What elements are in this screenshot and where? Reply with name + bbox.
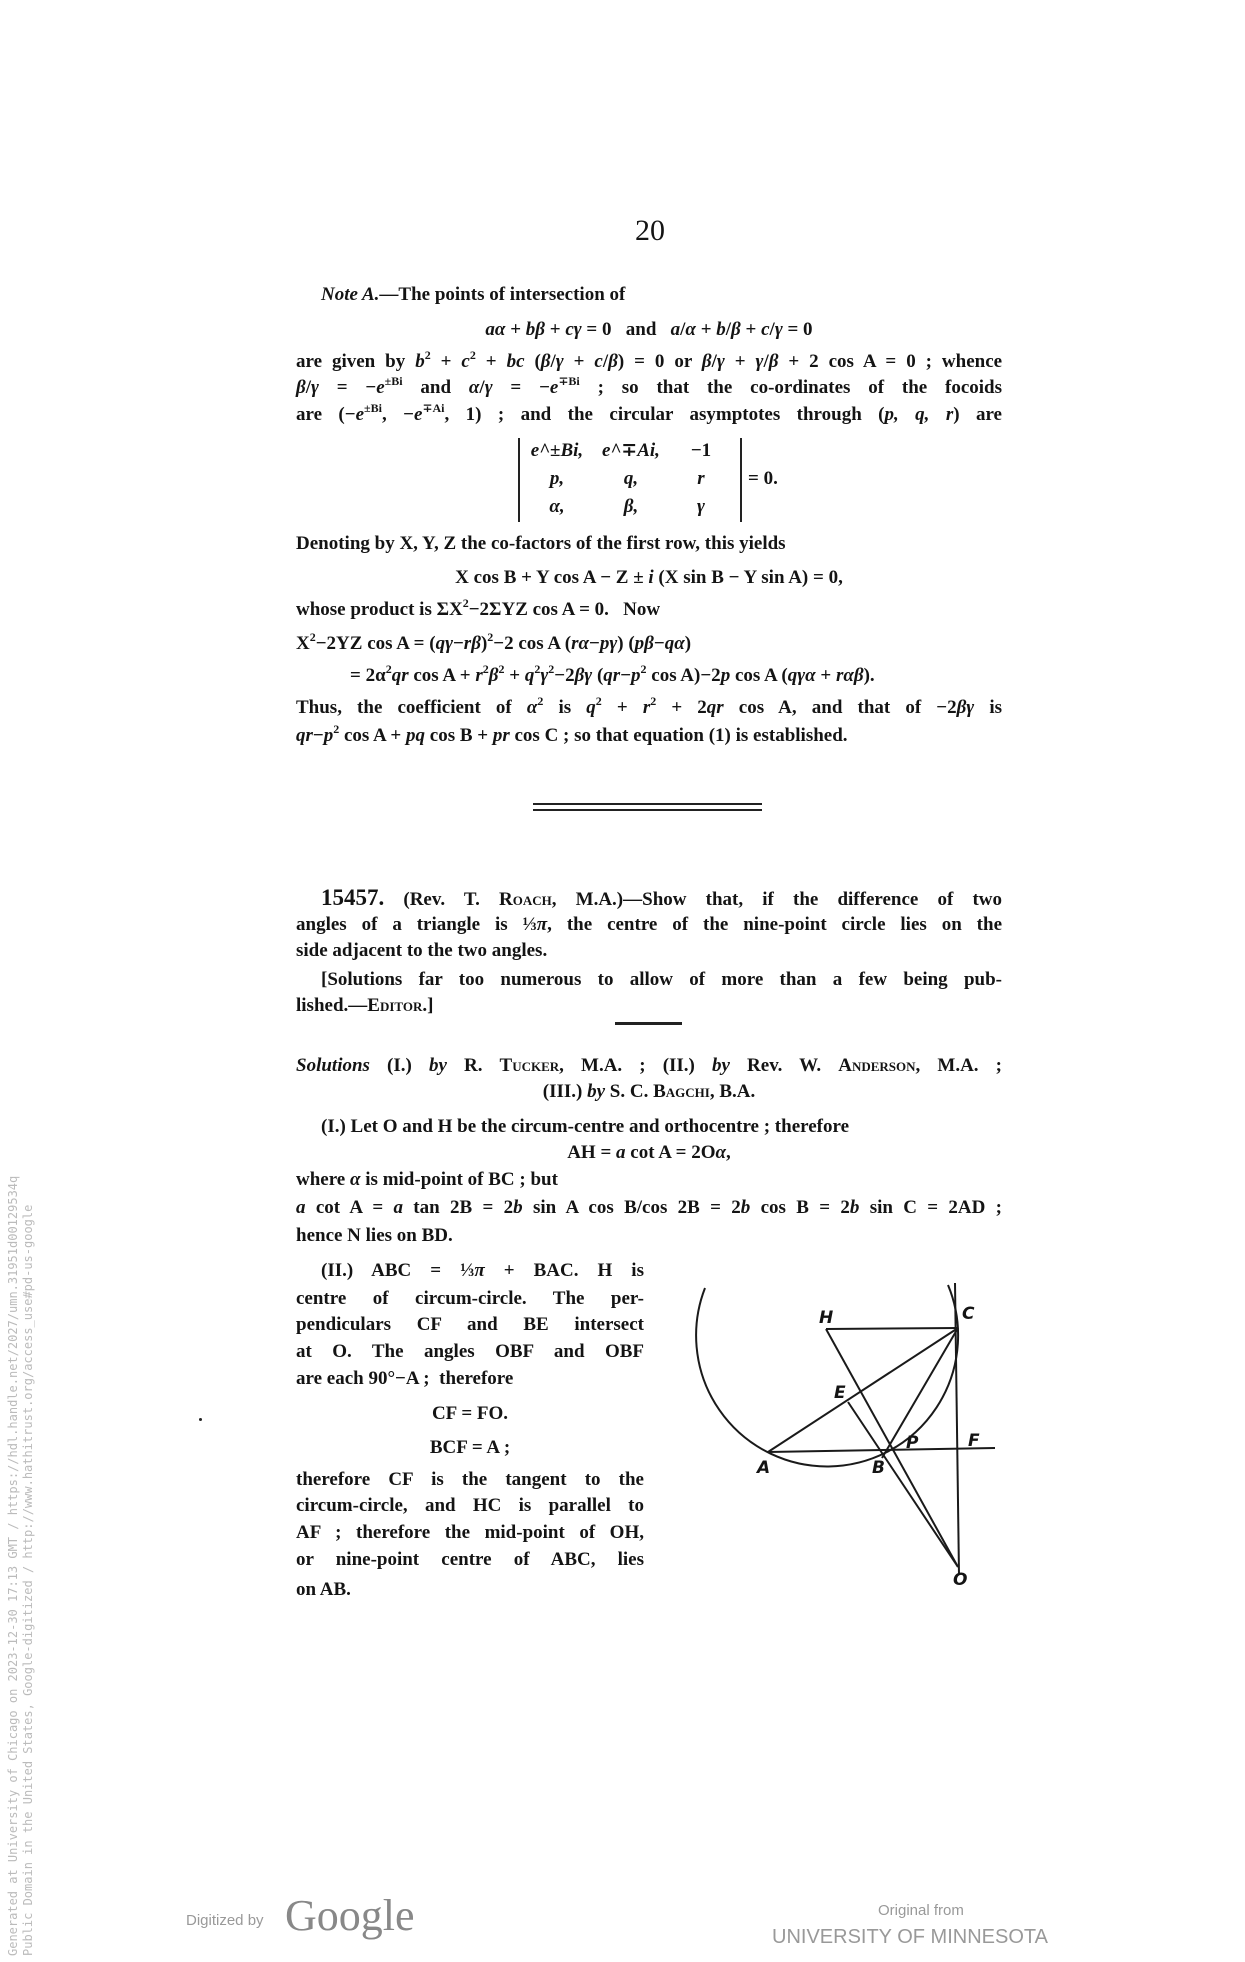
determinant-equals: = 0. bbox=[748, 468, 778, 489]
question-line bbox=[321, 967, 1002, 993]
solutions-line bbox=[296, 1366, 644, 1392]
text-run: + bbox=[724, 351, 756, 372]
text-run: therefore CF is the tangent to the bbox=[296, 1469, 644, 1490]
solutions-line bbox=[296, 1493, 644, 1519]
matrix-cell: e^∓Ai, bbox=[602, 440, 660, 461]
text-run: −2 cos A ( bbox=[493, 633, 572, 654]
solutions-line bbox=[296, 1053, 1002, 1079]
text-run: cot A = 2O bbox=[625, 1142, 716, 1163]
text-run: i bbox=[648, 567, 654, 588]
text-run: ( bbox=[592, 665, 604, 686]
text-run: α bbox=[468, 377, 480, 398]
solutions-line bbox=[296, 1140, 1002, 1166]
solutions-line bbox=[296, 1467, 644, 1493]
text-run: Tucker bbox=[499, 1055, 560, 1076]
text-run: α bbox=[685, 319, 696, 340]
text-run: ; so that the co-ordinates of the focoids bbox=[579, 377, 1003, 398]
text-run: 2 bbox=[534, 662, 541, 676]
solutions-line bbox=[321, 1258, 644, 1284]
text-run: 2 bbox=[650, 694, 657, 708]
line-ho bbox=[826, 1329, 958, 1567]
text-run: are each 90°−A ; therefore bbox=[296, 1368, 514, 1389]
text-run: , M.A.)—Show that, if the difference of two bbox=[551, 889, 1002, 910]
text-run: 2 bbox=[385, 662, 392, 676]
text-run: , B.A. bbox=[709, 1081, 756, 1102]
text-run: whose product is ΣX bbox=[296, 599, 463, 620]
text-run: AH = bbox=[567, 1142, 617, 1163]
text-run: q bbox=[586, 697, 596, 718]
text-run: α bbox=[350, 1169, 361, 1190]
text-run: ) = 0 or bbox=[617, 351, 702, 372]
text-run: , − bbox=[381, 404, 414, 425]
text-run: ∓Bi bbox=[558, 374, 580, 388]
text-run: AF ; therefore the mid-point of OH, bbox=[296, 1522, 644, 1543]
label-h: H bbox=[819, 1308, 834, 1328]
determinant-right-bar bbox=[740, 438, 742, 522]
watermark-line-1: Generated at University of Chicago on 2023-12-30 17:13 GMT / https://hdl.handle.net/2027/umn.31951d00129534q bbox=[6, 1175, 20, 1956]
text-run: is bbox=[974, 697, 1002, 718]
text-run: −2 bbox=[554, 665, 575, 686]
text-run: 2 bbox=[498, 662, 505, 676]
text-run: X bbox=[296, 633, 310, 654]
text-run: cos B + bbox=[425, 725, 493, 746]
text-run: cos C ; so that equation (1) is established. bbox=[509, 725, 848, 746]
text-run: (Rev. T. bbox=[384, 889, 500, 910]
text-run: sin A cos B/cos 2B = 2 bbox=[522, 1197, 741, 1218]
label-c: C bbox=[962, 1304, 975, 1324]
text-run: cos A, and that of −2 bbox=[723, 697, 957, 718]
text-run: qr bbox=[603, 665, 621, 686]
text-run: p bbox=[631, 665, 641, 686]
text-run: are (− bbox=[296, 404, 356, 425]
solutions-line bbox=[321, 1114, 1002, 1140]
text-run: + 2 cos A = 0 ; whence bbox=[778, 351, 1003, 372]
institution-name: UNIVERSITY OF MINNESOTA bbox=[772, 1926, 1048, 1948]
text-run: + bbox=[545, 319, 566, 340]
line-eo bbox=[848, 1402, 958, 1567]
text-run: aα bbox=[485, 319, 506, 340]
text-run: α bbox=[526, 697, 538, 718]
text-run: βγ bbox=[574, 665, 593, 686]
text-run: + 2 bbox=[656, 697, 707, 718]
label-p: P bbox=[906, 1433, 919, 1453]
text-run: ) bbox=[480, 633, 488, 654]
text-run: 2 bbox=[424, 348, 431, 362]
text-run: side adjacent to the two angles. bbox=[296, 940, 548, 961]
text-run: Solutions bbox=[296, 1055, 370, 1076]
text-run: α bbox=[715, 1142, 727, 1163]
text-run: 2 bbox=[548, 662, 555, 676]
text-run: γ bbox=[311, 377, 319, 398]
watermark-line-2: Public Domain in the United States, Google-digitized / http://www.hathitrust.org/access_use#pd-us-google bbox=[21, 1204, 35, 1956]
text-run: rα bbox=[571, 633, 590, 654]
text-run: is bbox=[543, 697, 587, 718]
note2-line bbox=[350, 663, 1002, 689]
text-run: γ bbox=[484, 377, 493, 398]
solutions-line bbox=[296, 1079, 1002, 1105]
text-run: qα bbox=[664, 633, 685, 654]
text-run: CF = FO. bbox=[431, 1403, 509, 1424]
text-run: π bbox=[474, 1260, 485, 1281]
short-divider bbox=[615, 1022, 682, 1025]
section-divider-bottom bbox=[533, 809, 762, 811]
line-hc bbox=[826, 1328, 958, 1329]
line-cf-vertical bbox=[955, 1283, 959, 1575]
text-run: b bbox=[849, 1197, 860, 1218]
text-run: 2 bbox=[537, 694, 544, 708]
text-run: sin C = 2AD ; bbox=[859, 1197, 1002, 1218]
text-run: a bbox=[670, 319, 681, 340]
text-run: Denoting by X, Y, Z the co-factors of the first row, this yields bbox=[296, 533, 786, 554]
determinant-left-bar bbox=[518, 438, 520, 522]
label-b: B bbox=[872, 1458, 885, 1478]
text-run: Bagchi bbox=[653, 1081, 710, 1102]
text-run: 2 bbox=[640, 662, 647, 676]
text-run: + bbox=[504, 665, 525, 686]
text-run: BCF = A ; bbox=[429, 1437, 511, 1458]
matrix-cell: γ bbox=[697, 496, 705, 517]
note-line bbox=[321, 282, 721, 308]
text-run: e bbox=[549, 377, 559, 398]
text-run: ∓Ai bbox=[422, 401, 445, 415]
text-run: by bbox=[587, 1081, 606, 1102]
text-run: pq bbox=[406, 725, 426, 746]
note-line bbox=[296, 317, 1002, 343]
text-run: qr bbox=[296, 725, 313, 746]
matrix-cell: β, bbox=[623, 496, 639, 517]
text-run: [Solutions far too numerous to allow of more than a few being pub- bbox=[321, 969, 1002, 990]
text-run: cos B = 2 bbox=[750, 1197, 850, 1218]
question-line bbox=[321, 885, 1002, 911]
text-run: β bbox=[731, 319, 741, 340]
note-line bbox=[296, 402, 1002, 428]
text-run: Rev. W. bbox=[729, 1055, 839, 1076]
label-a: A bbox=[757, 1458, 771, 1478]
text-run: β bbox=[488, 665, 499, 686]
text-run: (II.) ABC = ⅓ bbox=[321, 1260, 475, 1281]
text-run: ) are bbox=[953, 404, 1002, 425]
determinant bbox=[518, 438, 808, 524]
text-run: hence N lies on BD. bbox=[296, 1225, 453, 1246]
matrix-cell: p, bbox=[549, 468, 565, 489]
text-run: + bbox=[563, 351, 595, 372]
question-line bbox=[296, 993, 1002, 1019]
text-run: (I.) Let O and H be the circum-centre and orthocentre ; therefore bbox=[321, 1116, 850, 1137]
text-run: −2ΣYZ cos A = 0. Now bbox=[468, 599, 661, 620]
text-run: . bbox=[422, 995, 428, 1016]
text-run: ). bbox=[863, 665, 875, 686]
text-run: is mid-point of BC ; but bbox=[360, 1169, 558, 1190]
solutions-line bbox=[296, 1577, 644, 1603]
text-run: / bbox=[479, 377, 485, 398]
text-run: r bbox=[475, 665, 483, 686]
solutions-line bbox=[296, 1167, 1002, 1193]
google-logo: Google bbox=[285, 1891, 415, 1940]
text-run: cos A + bbox=[339, 725, 407, 746]
note2-line bbox=[296, 597, 1002, 623]
matrix-cell: q, bbox=[623, 468, 639, 489]
text-run: ] bbox=[427, 995, 434, 1016]
note2-line bbox=[296, 695, 1002, 721]
text-run: and bbox=[402, 377, 469, 398]
text-run: , M.A. ; bbox=[915, 1055, 1002, 1076]
text-run: β bbox=[768, 351, 779, 372]
original-from-label: Original from bbox=[878, 1902, 964, 1919]
text-run: p, q, r bbox=[884, 404, 954, 425]
text-run: , bbox=[726, 1142, 731, 1163]
text-run: = 0 and bbox=[581, 319, 671, 340]
text-run: (I.) bbox=[369, 1055, 429, 1076]
text-run: π bbox=[536, 914, 548, 935]
text-run: X cos B + Y cos A − Z ± bbox=[455, 567, 649, 588]
solutions-line bbox=[296, 1312, 644, 1338]
text-run: + BAC. H is bbox=[484, 1260, 644, 1281]
text-run: qr bbox=[706, 697, 724, 718]
text-run: / bbox=[305, 377, 312, 398]
text-run: β bbox=[608, 351, 618, 372]
text-run: γ bbox=[555, 351, 564, 372]
text-run: p bbox=[323, 725, 334, 746]
text-run: qγα bbox=[787, 665, 816, 686]
text-run: = 2α bbox=[350, 665, 386, 686]
label-f: F bbox=[968, 1431, 980, 1451]
text-run: or nine-point centre of ABC, lies bbox=[296, 1549, 644, 1570]
text-run: (X sin B − Y sin A) = 0, bbox=[653, 567, 843, 588]
text-run: − bbox=[589, 633, 600, 654]
text-run: β bbox=[296, 377, 306, 398]
text-run: Anderson bbox=[838, 1055, 916, 1076]
label-o: O bbox=[953, 1570, 968, 1590]
text-run: ±Bi bbox=[364, 401, 382, 415]
text-run: are given by bbox=[296, 351, 416, 372]
text-run: + bbox=[430, 351, 462, 372]
question-line bbox=[296, 912, 1002, 938]
page-number: 20 bbox=[635, 214, 665, 247]
text-run: qγ bbox=[435, 633, 453, 654]
text-run: cos A ( bbox=[730, 665, 788, 686]
text-run: e bbox=[413, 404, 423, 425]
text-run: γ bbox=[755, 351, 764, 372]
text-run: b bbox=[740, 1197, 751, 1218]
text-run: / bbox=[680, 319, 686, 340]
text-run: Roach bbox=[499, 889, 552, 910]
text-run: qr bbox=[391, 665, 409, 686]
text-run: rαβ bbox=[835, 665, 864, 686]
text-run: cγ bbox=[565, 319, 582, 340]
solutions-line bbox=[296, 1520, 644, 1546]
text-run: b bbox=[415, 351, 425, 372]
text-run: e bbox=[355, 404, 365, 425]
text-run: on AB. bbox=[296, 1579, 351, 1600]
solutions-line bbox=[296, 1286, 644, 1312]
text-run: q bbox=[524, 665, 535, 686]
text-run: S. C. bbox=[605, 1081, 654, 1102]
text-run: Editor bbox=[367, 995, 423, 1016]
text-run: , the centre of the nine-point circle lies on the bbox=[547, 914, 1003, 935]
text-run: R. bbox=[446, 1055, 500, 1076]
text-run: bβ bbox=[525, 319, 545, 340]
text-run: βγ bbox=[956, 697, 975, 718]
text-run: ±Bi bbox=[384, 374, 403, 388]
text-run: pr bbox=[492, 725, 510, 746]
note2-line bbox=[296, 723, 1002, 749]
text-run: at O. The angles OBF and OBF bbox=[296, 1341, 644, 1362]
text-run: + bbox=[740, 319, 762, 340]
text-run: − bbox=[312, 725, 324, 746]
text-run: − bbox=[452, 633, 464, 654]
text-run: Thus, the coefficient of bbox=[296, 697, 527, 718]
text-run: pγ bbox=[599, 633, 618, 654]
text-run: c bbox=[761, 319, 770, 340]
text-run: = 0 bbox=[782, 319, 813, 340]
text-run: 2 bbox=[487, 630, 494, 644]
text-run: rβ bbox=[463, 633, 481, 654]
matrix-cell: α, bbox=[549, 496, 565, 517]
text-run: a bbox=[616, 1142, 626, 1163]
text-run: + bbox=[601, 697, 643, 718]
line-cb bbox=[882, 1328, 958, 1458]
text-run: bc bbox=[506, 351, 525, 372]
note-line bbox=[296, 349, 1002, 375]
text-run: cot A = bbox=[305, 1197, 394, 1218]
text-run: γ bbox=[716, 351, 725, 372]
note-line bbox=[296, 375, 1002, 401]
text-run: angles of a triangle is ⅓ bbox=[296, 914, 537, 935]
text-run: β bbox=[701, 351, 712, 372]
solutions-line bbox=[296, 1401, 644, 1427]
text-run: cos A + bbox=[408, 665, 476, 686]
matrix-cell: e^±Bi, bbox=[530, 440, 584, 461]
matrix-cell: −1 bbox=[690, 440, 712, 461]
text-run: = − bbox=[318, 377, 377, 398]
solutions-line bbox=[296, 1547, 644, 1573]
solutions-line bbox=[296, 1195, 1002, 1221]
text-run: β bbox=[540, 351, 551, 372]
text-run: a bbox=[393, 1197, 403, 1218]
text-run: a bbox=[296, 1197, 306, 1218]
stray-dot bbox=[199, 1418, 202, 1421]
text-run: (III.) bbox=[542, 1081, 588, 1102]
text-run: / bbox=[550, 351, 556, 372]
text-run: ) bbox=[684, 633, 692, 654]
text-run: / bbox=[711, 351, 717, 372]
solutions-line bbox=[296, 1339, 644, 1365]
note2-line bbox=[296, 631, 1002, 657]
text-run: + bbox=[505, 319, 526, 340]
text-run: p bbox=[720, 665, 731, 686]
text-run: e bbox=[376, 377, 385, 398]
text-run: / bbox=[763, 351, 769, 372]
text-run: + bbox=[815, 665, 836, 686]
text-run: by bbox=[428, 1055, 447, 1076]
section-divider-top bbox=[533, 803, 762, 805]
text-run: c bbox=[594, 351, 603, 372]
text-run: / bbox=[725, 319, 732, 340]
note2-line bbox=[296, 565, 1002, 591]
text-run: where bbox=[296, 1169, 350, 1190]
text-run: − bbox=[653, 633, 665, 654]
text-run: b bbox=[716, 319, 726, 340]
text-run: centre of circum-circle. The per- bbox=[296, 1288, 644, 1309]
text-run: 2 bbox=[482, 662, 489, 676]
text-run: pendiculars CF and BE intersect bbox=[296, 1314, 644, 1335]
text-run: ( bbox=[524, 351, 541, 372]
text-run: r bbox=[642, 697, 651, 718]
text-run: / bbox=[769, 319, 775, 340]
digitized-by-label: Digitized by bbox=[186, 1912, 264, 1929]
text-run: Note A. bbox=[321, 284, 380, 305]
text-run: by bbox=[712, 1055, 730, 1076]
text-run: 15457. bbox=[321, 885, 385, 910]
text-run: ) ( bbox=[617, 633, 635, 654]
text-run: 2 bbox=[309, 630, 316, 644]
label-e: E bbox=[834, 1383, 846, 1403]
text-run: − bbox=[620, 665, 632, 686]
solutions-line bbox=[296, 1223, 1002, 1249]
text-run: −2YZ cos A = ( bbox=[315, 633, 436, 654]
text-run: , M.A. ; (II.) bbox=[559, 1055, 712, 1076]
text-run: + bbox=[695, 319, 717, 340]
text-run: b bbox=[513, 1197, 523, 1218]
text-run: 2 bbox=[595, 694, 602, 708]
solutions-line bbox=[296, 1435, 644, 1461]
line-af bbox=[768, 1448, 995, 1452]
text-run: γ bbox=[774, 319, 783, 340]
text-run: c bbox=[461, 351, 470, 372]
text-run: / bbox=[602, 351, 609, 372]
text-run: 2 bbox=[333, 722, 340, 736]
line-ac bbox=[768, 1328, 958, 1452]
text-run: + bbox=[475, 351, 507, 372]
matrix-cell: r bbox=[697, 468, 705, 489]
text-run: = − bbox=[492, 377, 550, 398]
text-run: 2 bbox=[462, 596, 469, 610]
text-run: circum-circle, and HC is parallel to bbox=[296, 1495, 644, 1516]
text-run: —The points of intersection of bbox=[379, 284, 626, 305]
text-run: tan 2B = 2 bbox=[402, 1197, 514, 1218]
text-run: , 1) ; and the circular asymptotes through ( bbox=[444, 404, 885, 425]
text-run: 2 bbox=[469, 348, 476, 362]
text-run: lished.— bbox=[296, 995, 368, 1016]
question-line bbox=[296, 938, 1002, 964]
note2-line bbox=[296, 531, 1002, 557]
text-run: pβ bbox=[634, 633, 654, 654]
text-run: cos A)−2 bbox=[646, 665, 721, 686]
text-run: γ bbox=[540, 665, 549, 686]
